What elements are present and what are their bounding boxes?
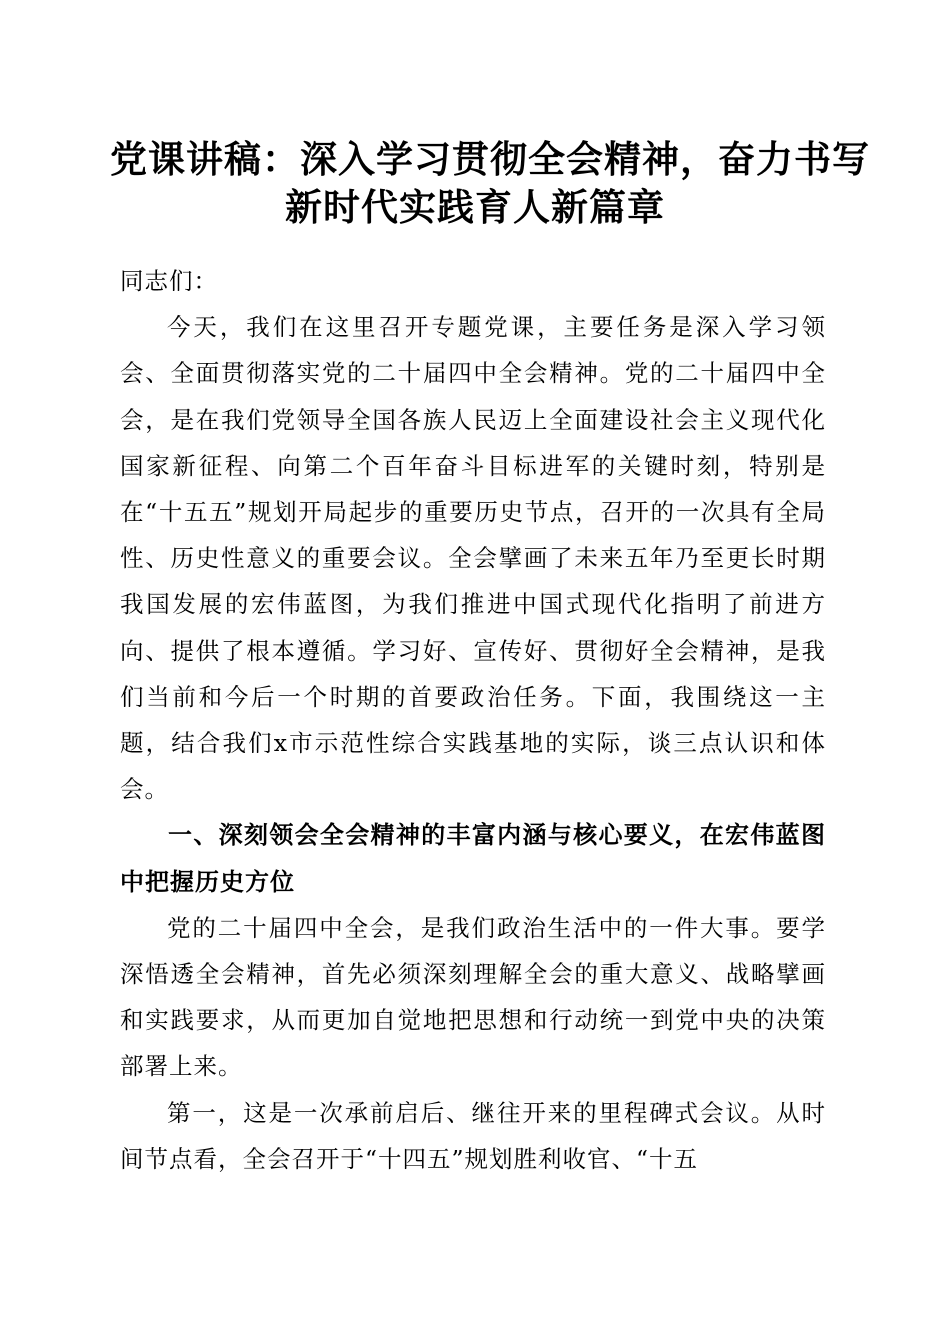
section-heading-1: 一、深刻领会全会精神的丰富内涵与核心要义，在宏伟蓝图中把握历史方位 bbox=[120, 821, 826, 896]
document-body bbox=[120, 258, 826, 1182]
title-line-2: 新时代实践育人新篇章 bbox=[285, 186, 665, 229]
salutation: 同志们： bbox=[120, 267, 218, 295]
document-title bbox=[110, 136, 870, 232]
title-line-1: 党课讲稿：深入学习贯彻全会精神，奋力书写 bbox=[110, 138, 870, 181]
body-paragraph: 党的二十届四中全会，是我们政治生活中的一件大事。要学深悟透全会精神，首先必须深刻理解全会的重大意义、战略擘画和实践要求，从而更加自觉地把思想和行动统一到党中央的决策部署上来。 bbox=[120, 913, 826, 1081]
intro-paragraph: 今天，我们在这里召开专题党课，主要任务是深入学习领会、全面贯彻落实党的二十届四中全会精神。党的二十届四中全会，是在我们党领导全国各族人民迈上全面建设社会主义现代化国家新征程、向第二个百年奋斗目标进军的关键时刻，特别是在“十五五”规划开局起步的重要历史节点，召开的一次具有全局性、历史性意义的重要会议。全会擘画了未来五年乃至更长时期我国发展的宏伟蓝图，为我们推进中国式现代化指明了前进方向、提供了根本遵循。学习好、宣传好、贯彻好全会精神，是我们当前和今后一个时期的首要政治任务。下面，我围绕这一主题，结合我们x市示范性综合实践基地的实际，谈三点认识和体会。 bbox=[120, 313, 826, 804]
body-paragraph: 第一，这是一次承前启后、继往开来的里程碑式会议。从时间节点看，全会召开于“十四五”规划胜利收官、“十五 bbox=[120, 1098, 826, 1173]
